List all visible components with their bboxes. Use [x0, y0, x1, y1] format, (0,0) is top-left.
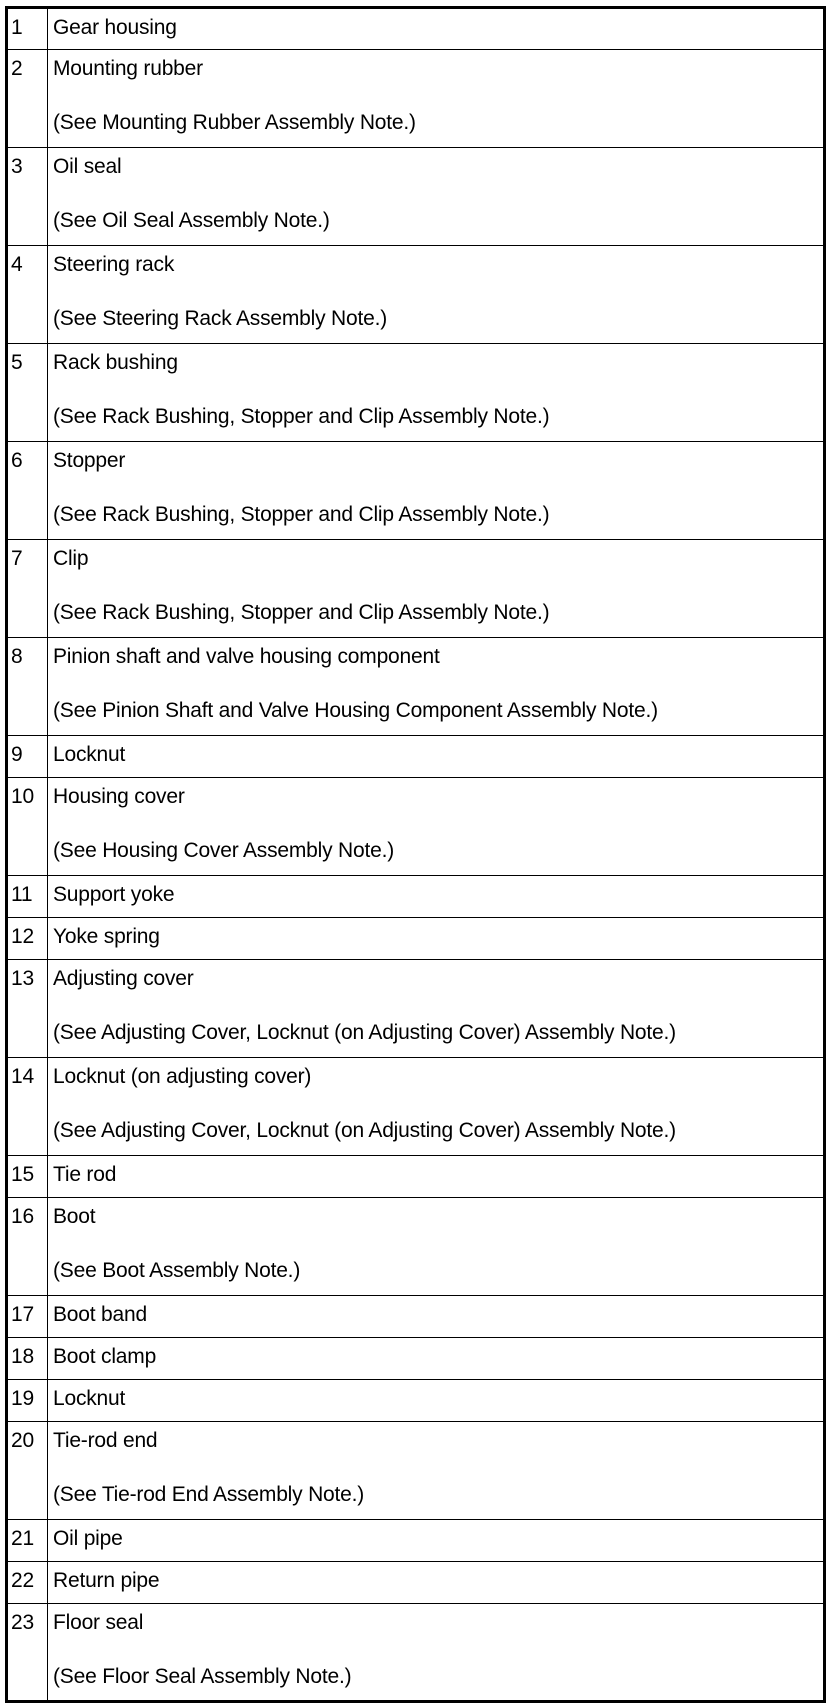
- table-row: [7, 148, 825, 246]
- part-name: Adjusting cover: [53, 967, 194, 990]
- table-row: [7, 1296, 825, 1338]
- part-description: [48, 1058, 825, 1156]
- part-name: Housing cover: [53, 785, 185, 808]
- table-row: [7, 1058, 825, 1156]
- part-number: 14: [7, 1058, 48, 1156]
- table-row: [7, 876, 825, 918]
- table-row: [7, 1422, 825, 1520]
- part-description: [48, 1296, 825, 1338]
- table-row: [7, 1604, 825, 1702]
- table-row: [7, 778, 825, 876]
- part-name: Oil pipe: [53, 1527, 123, 1550]
- part-number: 10: [7, 778, 48, 876]
- part-name: Return pipe: [53, 1569, 160, 1592]
- part-name: Boot clamp: [53, 1345, 157, 1368]
- assembly-note: (See Mounting Rubber Assembly Note.): [53, 111, 416, 134]
- part-description: [48, 1198, 825, 1296]
- part-name: Gear housing: [53, 16, 177, 39]
- part-description: [48, 1156, 825, 1198]
- part-number: 4: [7, 246, 48, 344]
- part-name: Locknut: [53, 743, 126, 766]
- part-number: 13: [7, 960, 48, 1058]
- part-description: [48, 442, 825, 540]
- table-row: [7, 8, 825, 50]
- part-number: 22: [7, 1562, 48, 1604]
- part-description: [48, 1380, 825, 1422]
- table-row: [7, 1562, 825, 1604]
- part-number: 23: [7, 1604, 48, 1702]
- table-row: [7, 1156, 825, 1198]
- assembly-note: (See Floor Seal Assembly Note.): [53, 1665, 352, 1688]
- part-description: [48, 1338, 825, 1380]
- part-name: Tie-rod end: [53, 1429, 158, 1452]
- part-name: Support yoke: [53, 883, 175, 906]
- part-description: [48, 540, 825, 638]
- table-row: [7, 638, 825, 736]
- part-name: Pinion shaft and valve housing component: [53, 645, 440, 668]
- table-row: [7, 960, 825, 1058]
- table-row: [7, 918, 825, 960]
- part-description: [48, 1562, 825, 1604]
- part-name: Oil seal: [53, 155, 122, 178]
- part-number: 17: [7, 1296, 48, 1338]
- part-number: 1: [7, 8, 48, 50]
- assembly-note: (See Housing Cover Assembly Note.): [53, 839, 395, 862]
- part-name: Boot band: [53, 1303, 147, 1326]
- part-number: 6: [7, 442, 48, 540]
- part-description: [48, 148, 825, 246]
- table-row: [7, 344, 825, 442]
- part-description: [48, 1520, 825, 1562]
- part-number: 12: [7, 918, 48, 960]
- parts-table: [5, 6, 826, 1703]
- part-name: Yoke spring: [53, 925, 160, 948]
- assembly-note: (See Rack Bushing, Stopper and Clip Assembly Note.): [53, 405, 550, 428]
- part-number: 3: [7, 148, 48, 246]
- part-name: Steering rack: [53, 253, 175, 276]
- table-row: [7, 442, 825, 540]
- part-description: [48, 344, 825, 442]
- table-row: [7, 540, 825, 638]
- part-number: 5: [7, 344, 48, 442]
- assembly-note: (See Rack Bushing, Stopper and Clip Assembly Note.): [53, 601, 550, 624]
- part-number: 9: [7, 736, 48, 778]
- part-description: [48, 960, 825, 1058]
- table-row: [7, 1338, 825, 1380]
- part-name: Rack bushing: [53, 351, 178, 374]
- part-name: Mounting rubber: [53, 57, 203, 80]
- assembly-note: (See Pinion Shaft and Valve Housing Component Assembly Note.): [53, 699, 658, 722]
- part-number: 21: [7, 1520, 48, 1562]
- table-row: [7, 1198, 825, 1296]
- part-name: Stopper: [53, 449, 126, 472]
- table-row: [7, 246, 825, 344]
- part-description: [48, 638, 825, 736]
- assembly-note: (See Steering Rack Assembly Note.): [53, 307, 388, 330]
- table-row: [7, 736, 825, 778]
- part-name: Clip: [53, 547, 89, 570]
- part-name: Boot: [53, 1205, 96, 1228]
- part-number: 20: [7, 1422, 48, 1520]
- part-number: 15: [7, 1156, 48, 1198]
- part-name: Tie rod: [53, 1163, 117, 1186]
- part-number: 2: [7, 50, 48, 148]
- assembly-note: (See Boot Assembly Note.): [53, 1259, 301, 1282]
- part-description: [48, 246, 825, 344]
- part-description: [48, 876, 825, 918]
- part-name: Floor seal: [53, 1611, 144, 1634]
- assembly-note: (See Oil Seal Assembly Note.): [53, 209, 330, 232]
- table-row: [7, 50, 825, 148]
- part-description: [48, 918, 825, 960]
- part-description: [48, 1604, 825, 1702]
- part-number: 7: [7, 540, 48, 638]
- assembly-note: (See Adjusting Cover, Locknut (on Adjusting Cover) Assembly Note.): [53, 1021, 676, 1044]
- part-number: 8: [7, 638, 48, 736]
- assembly-note: (See Rack Bushing, Stopper and Clip Assembly Note.): [53, 503, 550, 526]
- part-description: [48, 8, 825, 50]
- part-description: [48, 1422, 825, 1520]
- table-row: [7, 1380, 825, 1422]
- part-description: [48, 778, 825, 876]
- part-description: [48, 736, 825, 778]
- assembly-note: (See Adjusting Cover, Locknut (on Adjusting Cover) Assembly Note.): [53, 1119, 676, 1142]
- part-number: 11: [7, 876, 48, 918]
- part-description: [48, 50, 825, 148]
- parts-table-body: [7, 8, 825, 1702]
- assembly-note: (See Tie-rod End Assembly Note.): [53, 1483, 365, 1506]
- part-number: 18: [7, 1338, 48, 1380]
- part-number: 16: [7, 1198, 48, 1296]
- part-name: Locknut: [53, 1387, 126, 1410]
- part-name: Locknut (on adjusting cover): [53, 1065, 312, 1088]
- table-row: [7, 1520, 825, 1562]
- part-number: 19: [7, 1380, 48, 1422]
